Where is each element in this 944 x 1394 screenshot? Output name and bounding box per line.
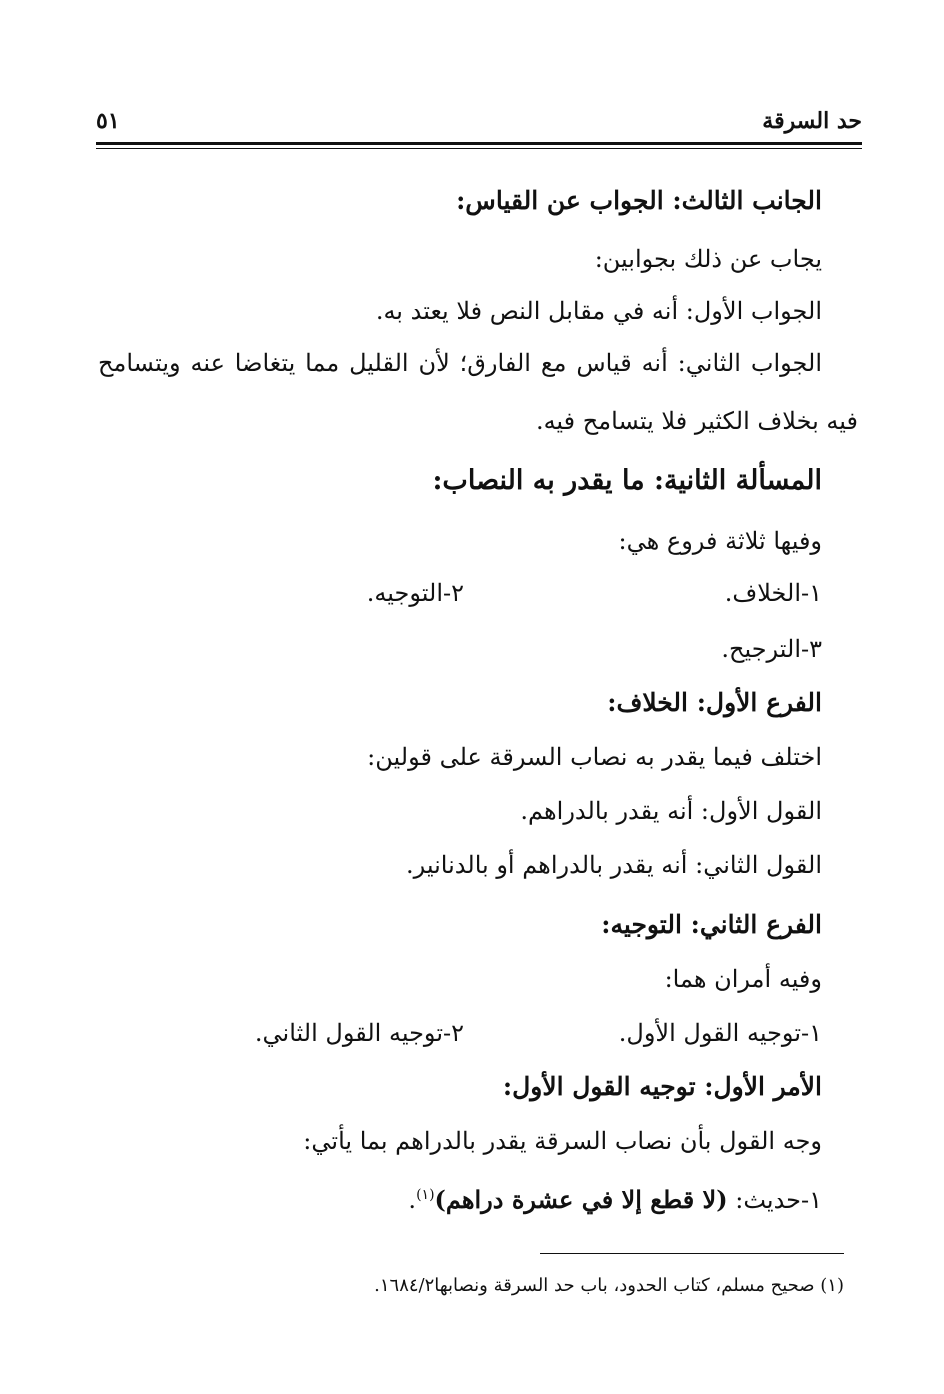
running-header xyxy=(96,108,862,138)
paragraph-line: يجاب عن ذلك بجوابين: xyxy=(594,245,822,273)
hadith-quote: (لا قطع إلا في عشرة دراهم) xyxy=(434,1185,728,1214)
paragraph-line: اختلف فيما يقدر به نصاب السرقة على قولين: xyxy=(367,743,822,771)
paragraph-line: وجه القول بأن نصاب السرقة يقدر بالدراهم بما يأتي: xyxy=(303,1127,822,1155)
paragraph-line: فيه بخلاف الكثير فلا يتسامح فيه. xyxy=(535,407,858,435)
footnote-reference[interactable]: (١) xyxy=(416,1187,435,1203)
footnote-separator xyxy=(540,1253,844,1254)
list-item: ٢-توجيه القول الثاني. xyxy=(254,1019,464,1047)
list-item: ١-توجيه القول الأول. xyxy=(618,1019,822,1047)
paragraph-line: وفيها ثلاثة فروع هي: xyxy=(618,527,822,555)
list-item: ٣-الترجيح. xyxy=(721,635,822,663)
paragraph-line: القول الثاني: أنه يقدر بالدراهم أو بالدنانير. xyxy=(406,851,822,879)
list-item: ١-الخلاف. xyxy=(724,579,822,607)
hadith-line xyxy=(408,1178,822,1217)
paragraph-line: الجواب الأول: أنه في مقابل النص فلا يعتد به. xyxy=(375,297,822,325)
subsection-heading: الفرع الثاني: التوجيه: xyxy=(601,910,822,939)
header-title: حد السرقة xyxy=(762,108,862,134)
subsection-heading: الأمر الأول: توجيه القول الأول: xyxy=(502,1072,822,1101)
hadith-period: . xyxy=(408,1186,417,1214)
section-heading: المسألة الثانية: ما يقدر به النصاب: xyxy=(432,465,822,496)
header-rule-thin xyxy=(96,148,862,149)
footnote: (١) صحيح مسلم، كتاب الحدود، باب حد السرقة ونصابها١٦٨٤/٢. xyxy=(374,1275,844,1296)
header-rule-thick xyxy=(96,142,862,145)
paragraph-line: القول الأول: أنه يقدر بالدراهم. xyxy=(520,797,822,825)
list-item: ٢-التوجيه. xyxy=(366,579,464,607)
paragraph-line: وفيه أمران هما: xyxy=(664,965,822,993)
page-number: ٥١ xyxy=(96,108,120,134)
hadith-prefix: ١-حديث: xyxy=(735,1186,822,1214)
paragraph-line: الجواب الثاني: أنه قياس مع الفارق؛ لأن القليل مما يتغاضا عنه ويتسامح xyxy=(98,349,822,377)
section-heading: الجانب الثالث: الجواب عن القياس: xyxy=(456,186,822,215)
subsection-heading: الفرع الأول: الخلاف: xyxy=(607,688,822,717)
